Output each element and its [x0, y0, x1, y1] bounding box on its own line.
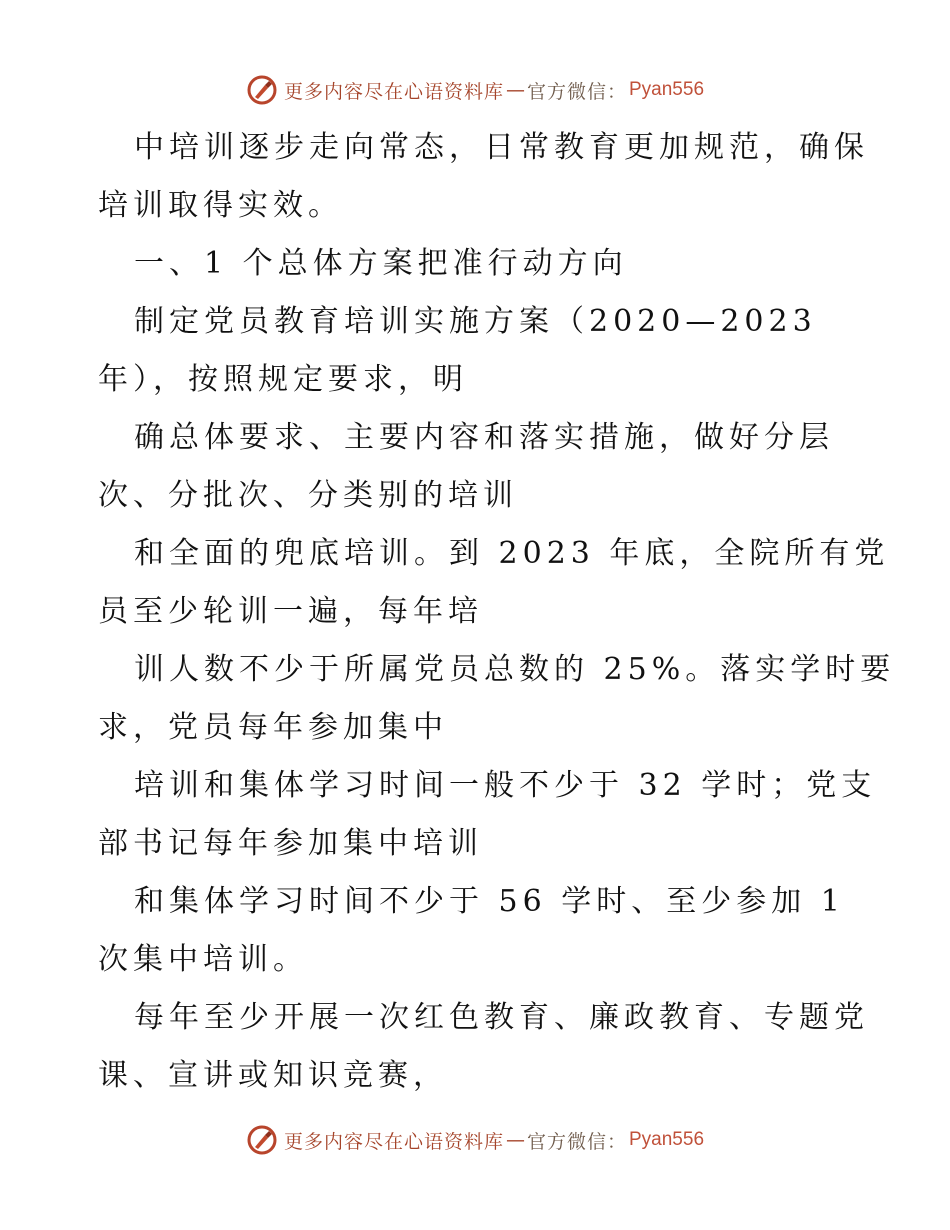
watermark-dash: —: [505, 1129, 525, 1151]
body-line: 和集体学习时间不少于 56 学时、至少参加 1: [134, 884, 845, 919]
body-line: 培训和集体学习时间一般不少于 32 学时；党支: [134, 768, 877, 803]
body-line: 员至少轮训一遍，每年培: [98, 594, 483, 629]
section-heading: 一、1 个总体方案把准行动方向: [134, 246, 628, 281]
body-line: 制定党员教育培训实施方案（2020—2023: [134, 304, 817, 339]
pen-logo-icon: [246, 74, 278, 106]
body-line: 每年至少开展一次红色教育、廉政教育、专题党: [134, 1000, 869, 1035]
footer-watermark-banner: [0, 1120, 950, 1160]
body-line: 培训取得实效。: [98, 188, 343, 223]
watermark-wechat-id: Pyan556: [629, 1129, 705, 1150]
watermark-title: 更多内容尽在心语资料库: [283, 1130, 504, 1153]
pen-logo-icon: [246, 1124, 278, 1156]
header-watermark-banner: [0, 70, 950, 110]
watermark-wechat-label: 官方微信：: [526, 1130, 627, 1153]
body-line: 次集中培训。: [98, 942, 308, 977]
body-line: 部书记每年参加集中培训: [98, 826, 483, 861]
body-line: 训人数不少于所属党员总数的 25%。落实学时要: [134, 652, 896, 687]
body-line: 求，党员每年参加集中: [98, 710, 448, 745]
body-line: 确总体要求、主要内容和落实措施，做好分层: [134, 420, 834, 455]
watermark-title: 更多内容尽在心语资料库: [283, 80, 504, 103]
body-line: 课、宣讲或知识竞赛，: [98, 1058, 448, 1093]
watermark-dash: —: [505, 79, 525, 101]
body-line: 中培训逐步走向常态，日常教育更加规范，确保: [134, 130, 869, 165]
body-line: 年），按照规定要求，明: [98, 362, 468, 397]
body-line: 次、分批次、分类别的培训: [98, 478, 518, 513]
watermark-wechat-id: Pyan556: [629, 79, 705, 100]
body-line: 和全面的兜底培训。到 2023 年底，全院所有党: [134, 536, 890, 571]
watermark-wechat-label: 官方微信：: [526, 80, 627, 103]
